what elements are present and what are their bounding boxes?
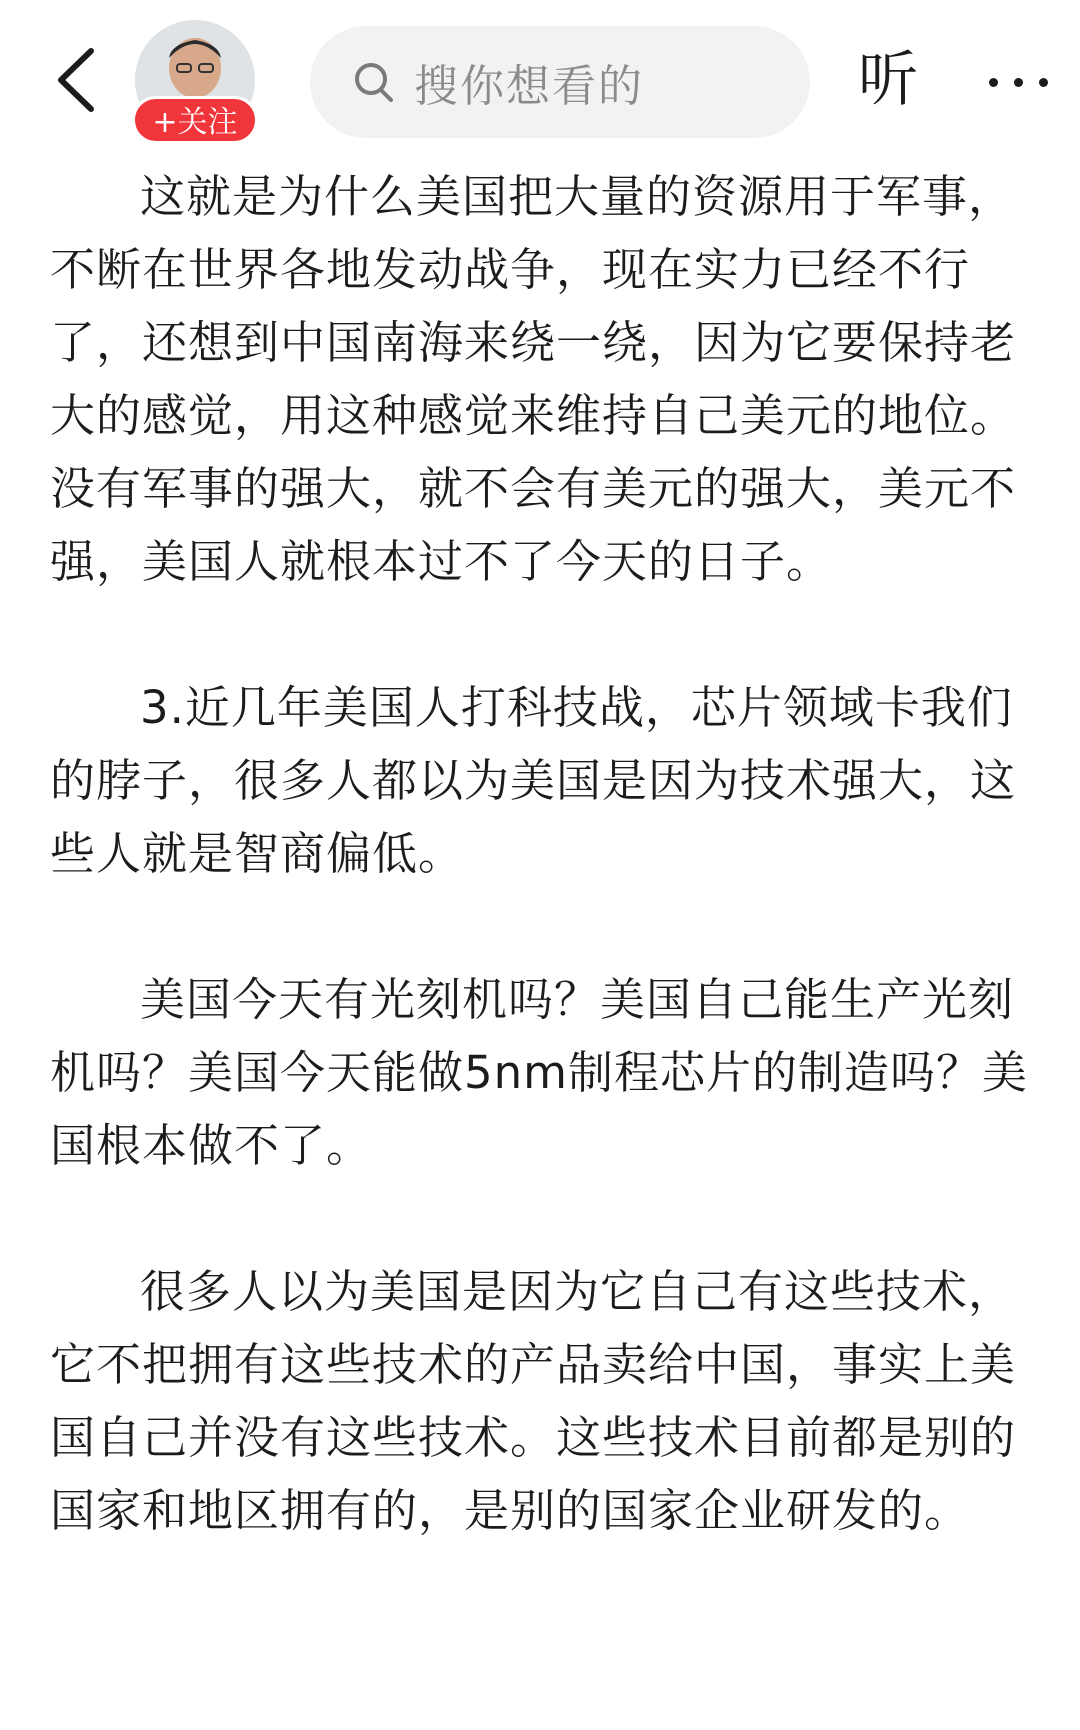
article-paragraph: 很多人以为美国是因为它自己有这些技术，它不把拥有这些技术的产品卖给中国，事实上美国自己并没有这些技术。这些技术目前都是别的国家和地区拥有的，是别的国家企业研发的。 (50, 1265, 1017, 1537)
search-icon (350, 58, 398, 106)
author-avatar-group[interactable] (132, 20, 258, 146)
search-input[interactable] (310, 26, 810, 138)
article-paragraph: 3.近几年美国人打科技战，芯片领域卡我们的脖子，很多人都以为美国是因为技术强大，这些人就是智商偏低。 (50, 681, 1017, 880)
back-button[interactable] (40, 40, 110, 120)
dot (1014, 78, 1023, 87)
article-body (50, 160, 1040, 1547)
paragraph-spacer (50, 598, 1040, 671)
search-placeholder: 搜你想看的 (414, 61, 644, 112)
follow-button[interactable]: +关注 (132, 96, 258, 144)
article-paragraph: 这就是为什么美国把大量的资源用于军事，不断在世界各地发动战争，现在实力已经不行了，还想到中国南海来绕一绕，因为它要保持老大的感觉，用这种感觉来维持自己美元的地位。没有军事的强大，就不会有美元的强大，美元不强，美国人就根本过不了今天的日子。 (50, 170, 1017, 588)
listen-button[interactable]: 听 (858, 45, 918, 115)
top-navigation-bar (0, 0, 1080, 160)
chevron-left-icon (53, 45, 97, 115)
dot (1039, 78, 1048, 87)
article-paragraph: 美国今天有光刻机吗？美国自己能生产光刻机吗？美国今天能做5nm制程芯片的制造吗？美国根本做不了。 (50, 973, 1028, 1172)
more-dots-icon[interactable] (970, 58, 1066, 106)
paragraph-spacer (50, 890, 1040, 963)
paragraph-spacer (50, 1182, 1040, 1255)
dot (989, 78, 998, 87)
